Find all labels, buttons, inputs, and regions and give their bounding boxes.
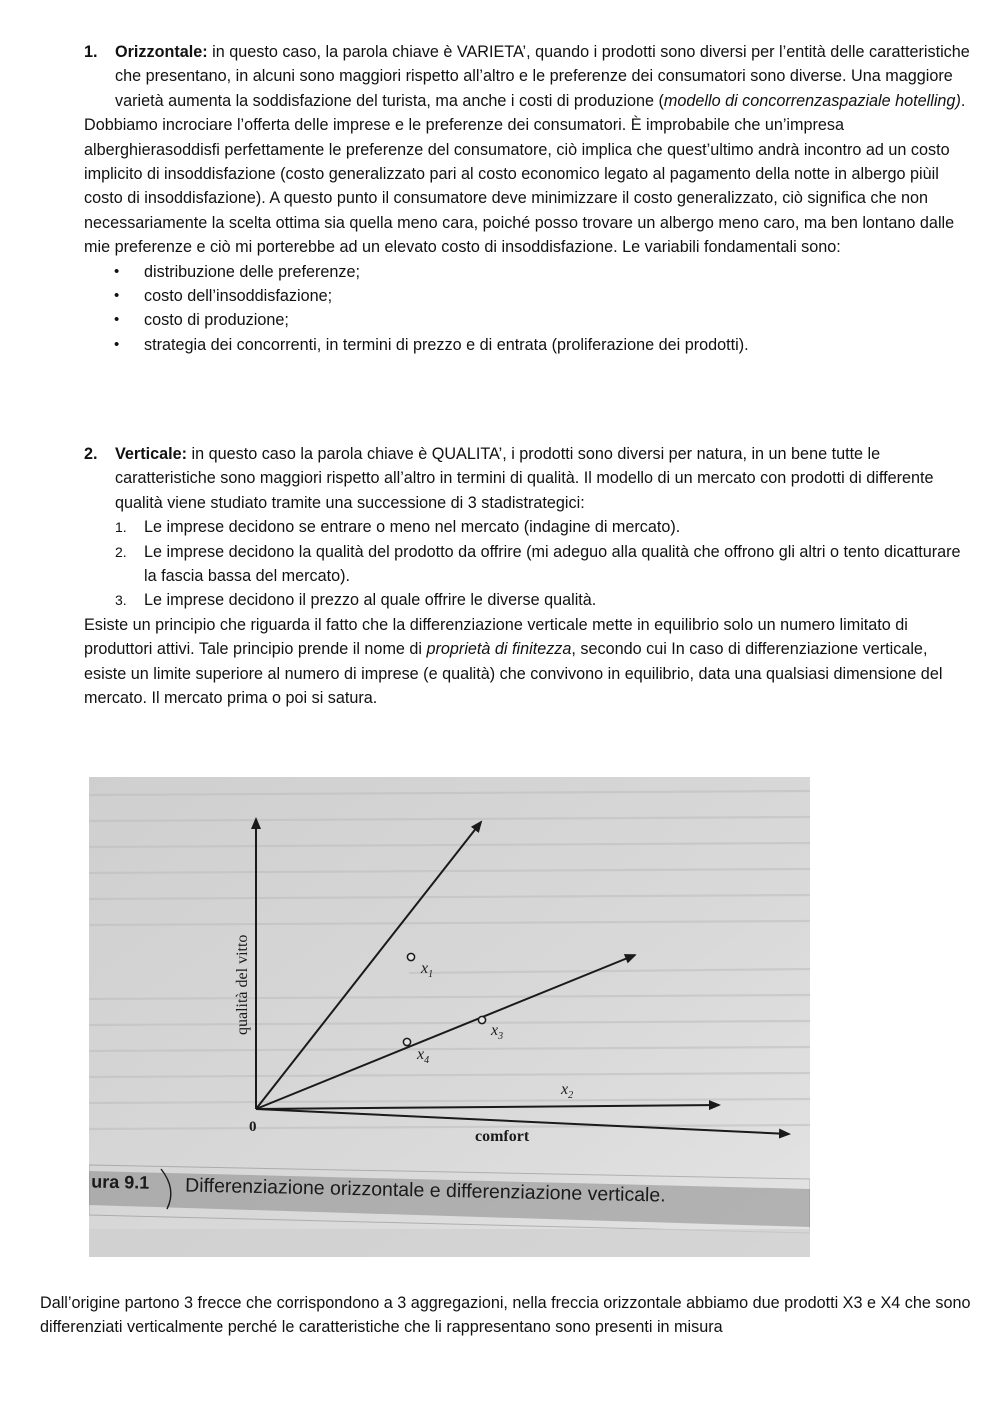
numbered-item-1 — [84, 40, 974, 113]
section-verticale — [84, 442, 974, 710]
paragraph-frecce-text: Dall’origine partono 3 frecce che corrispondono a 3 aggregazioni, nella freccia orizzontale abbiamo due prodotti X3 e X4 che sono differenziati verticalmente perché le caratteristiche che li rappresentano sono presenti in misura — [40, 1294, 971, 1337]
numbered-item-2 — [84, 442, 974, 515]
label-x3: $x_3$ — [491, 1022, 504, 1042]
section-2-lead: Verticale: — [115, 445, 187, 463]
bullet-icon: • — [114, 335, 120, 353]
list-item — [84, 260, 974, 284]
label-x2: $x_2$ — [561, 1081, 574, 1101]
list-item — [84, 333, 974, 357]
step-number: 3. — [115, 592, 127, 609]
figure-number: ura 9.1 — [91, 1171, 150, 1193]
paragraph-costo-generalizzato: Dobbiamo incrociare l’offerta delle imprese e le preferenze dei consumatori. È improbabile che un’impresa alberghierasoddisfi perfettamente le preferenze del consumatore, ciò implica che quest’ultimo andrà incontro ad un costo implicito di insoddisfazione (costo generalizzato pari al costo economico legato al pagamento della notte in albergo piùil costo di insoddisfazione). A questo punto il consumatore deve minimizzare il costo generalizzato, ciò significa che non necessariamente la scelta ottima sia quella meno cara, poiché posso trovare un albergo meno caro, ma ben lontano dalle mie preferenze e ciò mi porterebbe ad un elevato costo di insoddisfazione. Le variabili fondamentali sono: — [84, 116, 955, 257]
bullet-icon: • — [114, 262, 120, 280]
list-item — [84, 588, 974, 612]
section-1-end: . — [960, 91, 966, 110]
differentiation-diagram — [89, 777, 810, 1257]
paragraph-finitezza — [84, 613, 974, 711]
list-item-text: distribuzione delle preferenze; — [144, 262, 360, 281]
section-1-text — [115, 40, 974, 113]
section-2-text — [115, 442, 974, 515]
list-item — [84, 540, 974, 589]
list-item-text: costo di produzione; — [144, 311, 289, 330]
step-number: 1. — [115, 519, 127, 536]
label-x1: $x_1$ — [421, 960, 434, 980]
figure-photo — [89, 777, 810, 1257]
list-item-text: strategia dei concorrenti, in termini di prezzo e di entrata (proliferazione dei prodotti). — [144, 335, 749, 354]
list-item — [84, 308, 974, 332]
bullet-icon: • — [114, 311, 120, 329]
paragraph-finitezza-italic: proprietà di finitezza — [426, 640, 572, 659]
list-item — [84, 515, 974, 539]
item-number: 1. — [84, 43, 98, 61]
bullet-icon: • — [114, 287, 120, 305]
item-number: 2. — [84, 445, 98, 463]
point-x3 — [478, 1016, 485, 1023]
section-1-italic: modello di concorrenzaspaziale hotelling) — [663, 91, 961, 110]
figure-caption: Differenziazione orizzontale e differenziazione verticale. — [184, 1174, 666, 1207]
point-x1 — [407, 953, 414, 960]
label-x4: $x_4$ — [417, 1046, 430, 1066]
step-text: Le imprese decidono la qualità del prodotto da offrire (mi adeguo alla qualità che offrono gli altri o tento dicatturare la fascia bassa del mercato). — [144, 542, 961, 586]
list-item-text: costo dell’insoddisfazione; — [144, 287, 333, 306]
variables-list — [84, 260, 974, 358]
section-1-body: in questo caso, la parola chiave è VARIETA’, quando i prodotti sono diversi per l’entità delle caratteristiche che presentano, in alcuni sono maggiori rispetto all’altro e le preferenze dei consumatori sono diverse. Una maggiore varietà aumenta la soddisfazione del turista, ma anche i costi di produzione ( — [115, 43, 970, 110]
y-axis-label: qualità del vitto — [234, 934, 251, 1035]
stages-list — [84, 515, 974, 613]
list-item — [84, 284, 974, 308]
section-orizzontale — [84, 40, 974, 357]
x-axis-label: comfort — [475, 1128, 530, 1145]
paragraph-finitezza-a: Esiste un principio che riguarda il fatto che la differenziazione verticale mette in equilibrio solo un numero limitato di produttori attivi. Tale principio prende il nome di — [84, 615, 908, 659]
point-x4 — [403, 1038, 410, 1045]
paragraph-finitezza-b: , secondo cui In caso di differenziazione verticale, esiste un limite superiore al numero di imprese (e qualità) che convivono in equilibrio, data una qualsiasi dimensione del mercato. Il mercato prima o poi si satura. — [84, 640, 943, 708]
section-2-body: in questo caso la parola chiave è QUALITA’, i prodotti sono diversi per natura, in un bene tutte le caratteristiche sono maggiori rispetto all’altro in termini di qualità. Il modello di un mercato con prodotti di differente qualità viene studiato tramite una successione di 3 stadistrategici: — [115, 445, 934, 512]
paragraph-frecce — [40, 1291, 985, 1340]
step-text: Le imprese decidono se entrare o meno nel mercato (indagine di mercato). — [144, 518, 681, 537]
step-number: 2. — [115, 543, 127, 560]
step-text: Le imprese decidono il prezzo al quale offrire le diverse qualità. — [144, 591, 597, 610]
section-1-lead: Orizzontale: — [115, 43, 208, 61]
origin-label: 0 — [249, 1119, 257, 1135]
